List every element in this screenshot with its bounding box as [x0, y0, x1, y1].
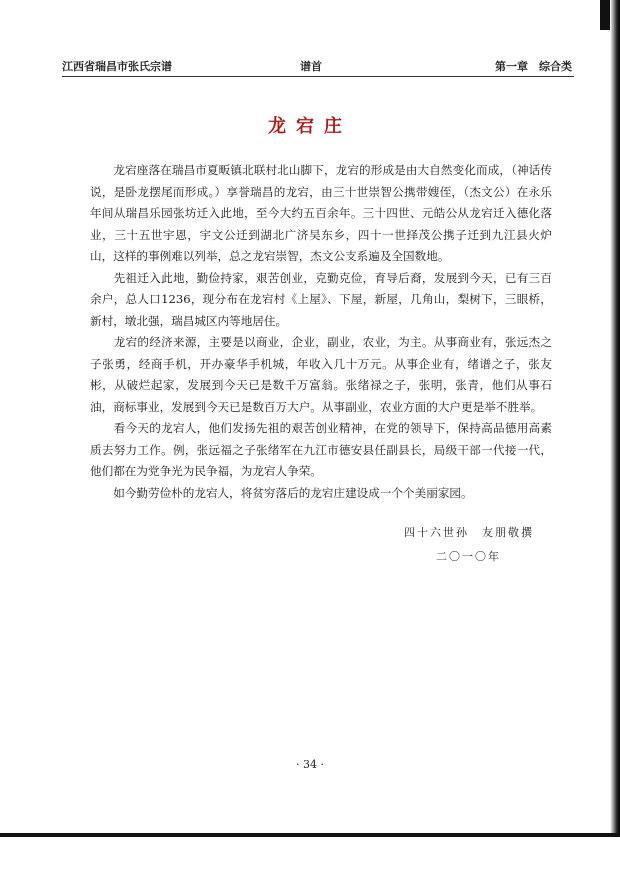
paragraph: 龙宕座落在瑞昌市夏畈镇北联村北山脚下，龙宕的形成是由大自然变化而成，（神话传说，是卧龙摆尾而形成。）享誉瑞昌的龙宕，由三十世崇智公携带嫂侄，（杰文公）在永乐年间从瑞昌乐园张坊迁入此地，至今大约五百余年。三十四世、元皓公从龙宕迁入德化落业，三十五世宇恩，宇文公迁到湖北广济吴东乡，四十一世择茂公携子迁到九江县火炉山，这样的事例难以列举，总之龙宕崇智，杰文公支系遍及全国数地。 [90, 163, 552, 263]
running-header [62, 58, 572, 76]
date-line: 二〇一〇年 [436, 550, 501, 563]
header-rule [62, 76, 574, 77]
paragraph: 看今天的龙宕人，他们发扬先祖的艰苦创业精神，在党的领导下，保持高品德用高素质去努力工作。例，张远福之子张绪军在九江市德安县任副县长，局级干部一代接一代，他们都在为党争光为民争福，为龙宕人争荣。 [90, 421, 552, 478]
article-body [90, 160, 552, 504]
header-book-title: 江西省瑞昌市张氏宗谱 [62, 60, 172, 73]
page-title: 龙宕庄 [268, 116, 352, 137]
author-signature: 四十六世孙 友朋敬撰 [404, 526, 534, 539]
header-chapter: 第一章 综合类 [495, 60, 572, 73]
paragraph: 龙宕的经济来源，主要是以商业，企业，副业，农业，为主。从事商业有，张远杰之子张勇，经商手机，开办豪华手机城，年收入几十万元。从事企业有，绪谱之子，张友彬，从破烂起家，发展到今天已是数千万富翁。张绪禄之子，张明，张青，他们从事石油，商标事业，发展到今天已是数百万大户。从事副业，农业方面的大户更是举不胜举。 [90, 335, 552, 414]
paragraph: 先祖迁入此地，勤俭持家，艰苦创业，克勤克俭，育导后裔，发展到今天，已有三百余户，总人口1236，现分布在龙宕村《上屋》、下屋，新屋，几角山，梨树下，三眼桥，新村，墩北强，瑞昌城区内等地居住。 [90, 270, 552, 328]
scan-bottom-edge [0, 833, 620, 880]
page-number: · 34 · [296, 758, 324, 771]
header-section: 谱首 [300, 60, 322, 73]
paragraph: 如今勤劳俭朴的龙宕人，将贫穷落后的龙宕庄建设成一个个美丽家园。 [90, 485, 473, 500]
